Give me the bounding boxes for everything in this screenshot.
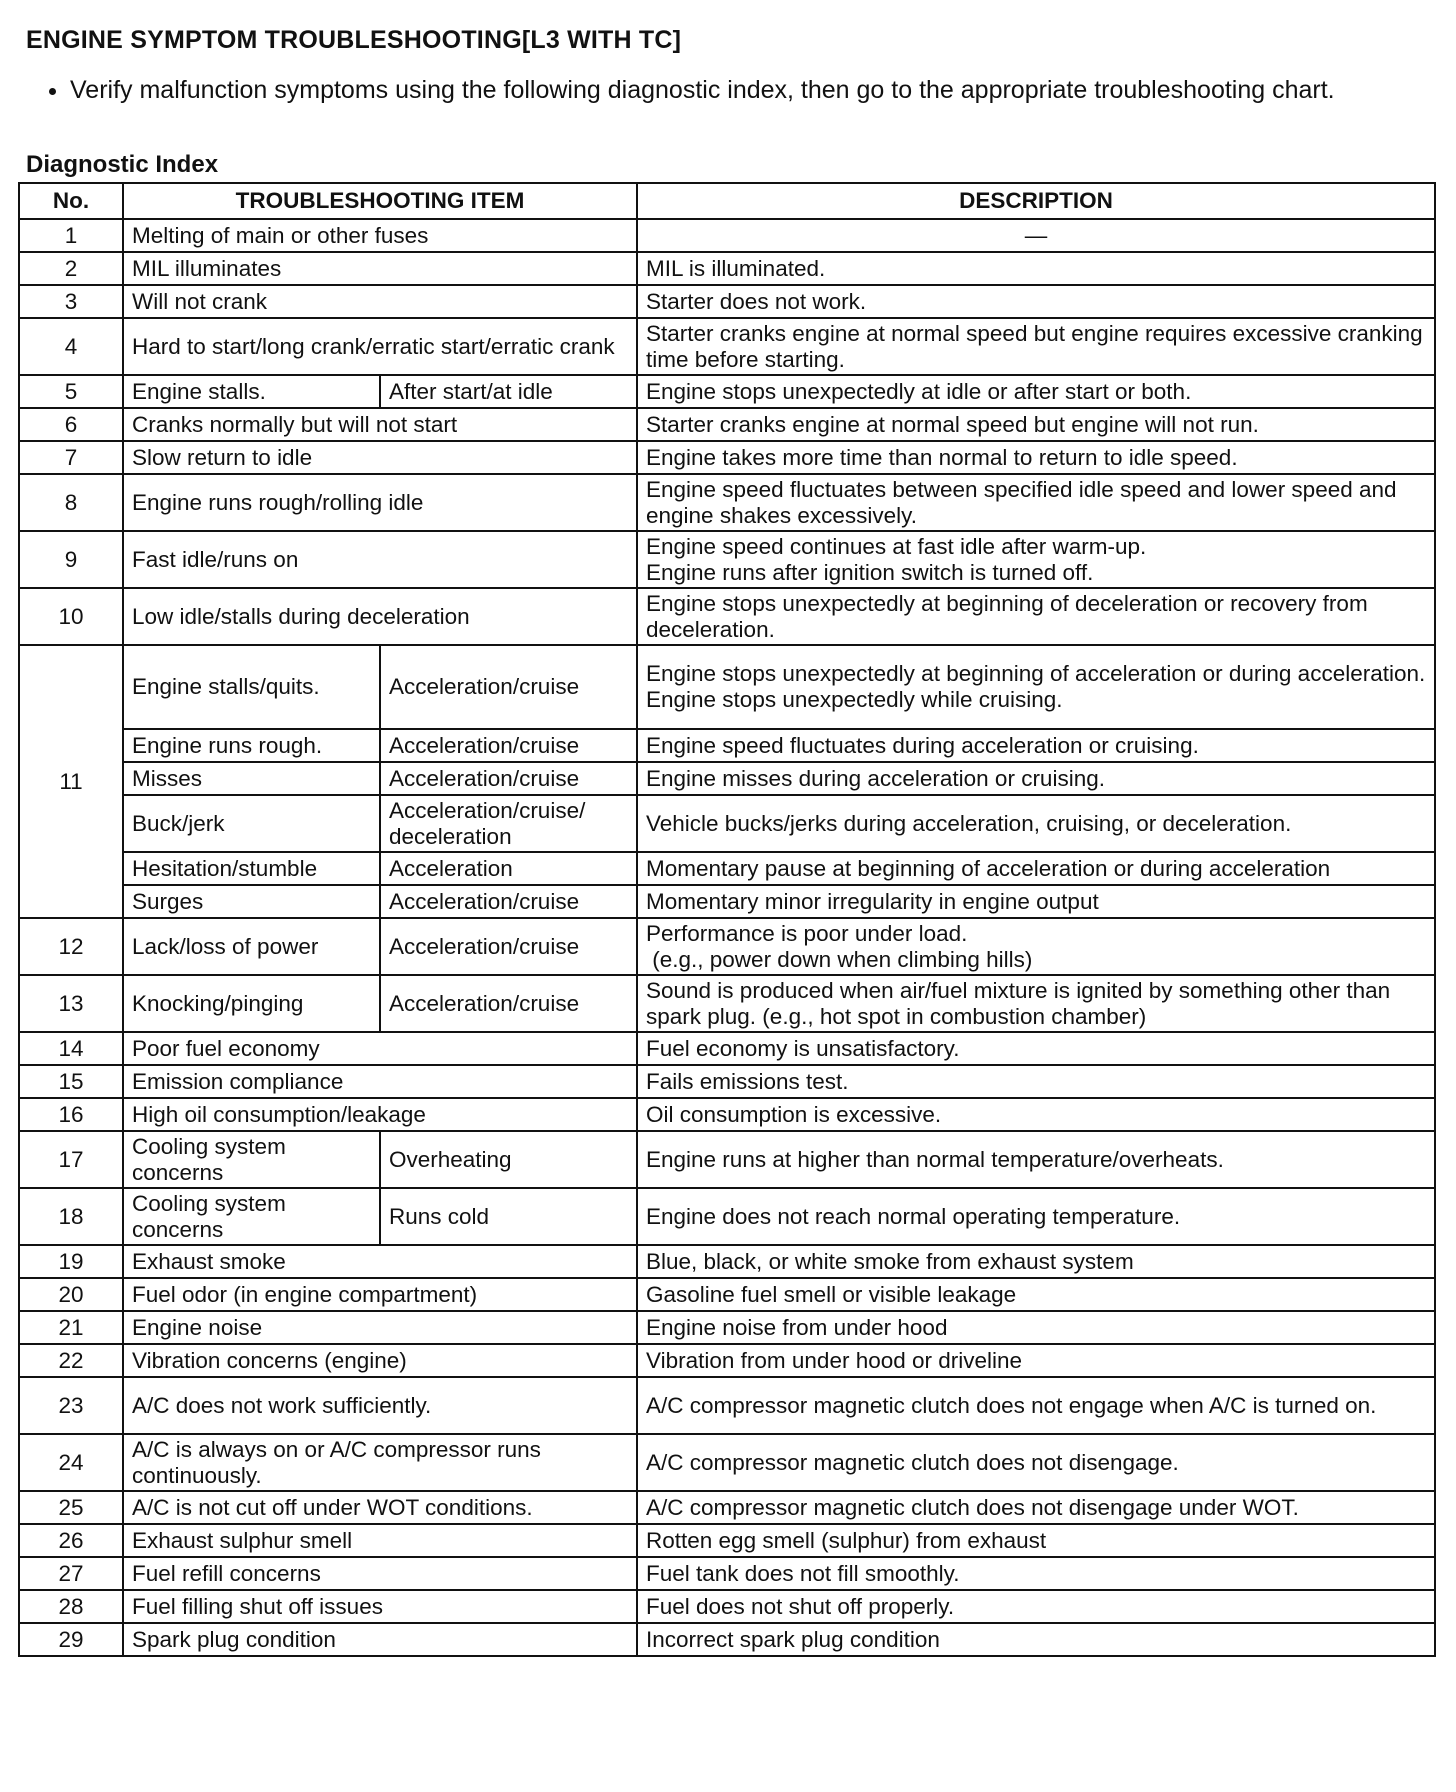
description-line: Engine runs after ignition switch is turned off. bbox=[646, 559, 1094, 585]
table-row bbox=[19, 1344, 1435, 1377]
table-row bbox=[19, 1524, 1435, 1557]
troubleshooting-item: Engine runs rough. bbox=[123, 729, 380, 762]
description: Engine noise from under hood bbox=[637, 1311, 1435, 1344]
troubleshooting-item: Engine runs rough/rolling idle bbox=[123, 474, 637, 531]
row-number: 28 bbox=[19, 1590, 123, 1623]
row-number: 26 bbox=[19, 1524, 123, 1557]
troubleshooting-item: A/C is always on or A/C compressor runs continuously. bbox=[123, 1434, 637, 1491]
row-number: 5 bbox=[19, 375, 123, 408]
description-line: (e.g., power down when climbing hills) bbox=[646, 946, 1033, 972]
troubleshooting-item: Hesitation/stumble bbox=[123, 852, 380, 885]
troubleshooting-item: Spark plug condition bbox=[123, 1623, 637, 1656]
table-row bbox=[19, 375, 1435, 408]
troubleshooting-item: Exhaust sulphur smell bbox=[123, 1524, 637, 1557]
troubleshooting-item: Fuel odor (in engine compartment) bbox=[123, 1278, 637, 1311]
description-line: Engine speed continues at fast idle after warm-up. bbox=[646, 533, 1147, 559]
table-row bbox=[19, 219, 1435, 252]
description-line: Engine stops unexpectedly while cruising. bbox=[646, 687, 1063, 712]
table-row bbox=[19, 1188, 1435, 1245]
description: MIL is illuminated. bbox=[637, 252, 1435, 285]
table-header-row bbox=[19, 183, 1435, 219]
table-row bbox=[19, 408, 1435, 441]
condition: Acceleration/cruise bbox=[380, 762, 637, 795]
section-title: Diagnostic Index bbox=[26, 151, 219, 178]
description: Engine misses during acceleration or cruising. bbox=[637, 762, 1435, 795]
description: Momentary minor irregularity in engine output bbox=[637, 885, 1435, 918]
description: Vehicle bucks/jerks during acceleration, cruising, or deceleration. bbox=[637, 795, 1435, 852]
description: Rotten egg smell (sulphur) from exhaust bbox=[637, 1524, 1435, 1557]
troubleshooting-item: Emission compliance bbox=[123, 1065, 637, 1098]
header-troubleshooting-item: TROUBLESHOOTING ITEM bbox=[123, 183, 637, 219]
troubleshooting-item: Hard to start/long crank/erratic start/erratic crank bbox=[123, 318, 637, 375]
table-row bbox=[19, 1623, 1435, 1656]
row-number: 8 bbox=[19, 474, 123, 531]
troubleshooting-item: A/C does not work sufficiently. bbox=[123, 1377, 637, 1434]
row-number: 17 bbox=[19, 1131, 123, 1188]
header-no: No. bbox=[19, 183, 123, 219]
intro-list bbox=[40, 76, 1420, 104]
row-number: 13 bbox=[19, 975, 123, 1032]
troubleshooting-item: A/C is not cut off under WOT conditions. bbox=[123, 1491, 637, 1524]
description: Momentary pause at beginning of acceleration or during acceleration bbox=[637, 852, 1435, 885]
row-number: 23 bbox=[19, 1377, 123, 1434]
troubleshooting-item: Slow return to idle bbox=[123, 441, 637, 474]
description: Vibration from under hood or driveline bbox=[637, 1344, 1435, 1377]
table-row bbox=[19, 531, 1435, 588]
table-row bbox=[19, 474, 1435, 531]
description: Fails emissions test. bbox=[637, 1065, 1435, 1098]
description: Engine speed fluctuates between specified idle speed and lower speed and engine shakes excessively. bbox=[637, 474, 1435, 531]
description: A/C compressor magnetic clutch does not engage when A/C is turned on. bbox=[637, 1377, 1435, 1434]
row-number: 20 bbox=[19, 1278, 123, 1311]
condition: Acceleration/cruise bbox=[380, 729, 637, 762]
table-row bbox=[19, 918, 1435, 975]
troubleshooting-item: Misses bbox=[123, 762, 380, 795]
row-number: 7 bbox=[19, 441, 123, 474]
row-number: 29 bbox=[19, 1623, 123, 1656]
troubleshooting-item: Fuel refill concerns bbox=[123, 1557, 637, 1590]
description: Engine runs at higher than normal temperature/overheats. bbox=[637, 1131, 1435, 1188]
table-row bbox=[19, 645, 1435, 729]
description: Engine stops unexpectedly at beginning of deceleration or recovery from deceleration. bbox=[637, 588, 1435, 645]
troubleshooting-item: Engine noise bbox=[123, 1311, 637, 1344]
table-row bbox=[19, 588, 1435, 645]
condition: Runs cold bbox=[380, 1188, 637, 1245]
row-number: 27 bbox=[19, 1557, 123, 1590]
troubleshooting-item: Exhaust smoke bbox=[123, 1245, 637, 1278]
troubleshooting-item: MIL illuminates bbox=[123, 252, 637, 285]
table-row bbox=[19, 441, 1435, 474]
row-number: 21 bbox=[19, 1311, 123, 1344]
page-title: ENGINE SYMPTOM TROUBLESHOOTING[L3 WITH TC] bbox=[26, 26, 682, 54]
row-number: 22 bbox=[19, 1344, 123, 1377]
table-row bbox=[19, 1278, 1435, 1311]
table-row bbox=[19, 762, 1435, 795]
row-number: 10 bbox=[19, 588, 123, 645]
description bbox=[637, 918, 1435, 975]
troubleshooting-item: Fuel filling shut off issues bbox=[123, 1590, 637, 1623]
troubleshooting-item: Fast idle/runs on bbox=[123, 531, 637, 588]
table-row bbox=[19, 1377, 1435, 1434]
description: Fuel tank does not fill smoothly. bbox=[637, 1557, 1435, 1590]
description: Gasoline fuel smell or visible leakage bbox=[637, 1278, 1435, 1311]
troubleshooting-item: Buck/jerk bbox=[123, 795, 380, 852]
troubleshooting-item: Vibration concerns (engine) bbox=[123, 1344, 637, 1377]
table-row bbox=[19, 1434, 1435, 1491]
row-number: 6 bbox=[19, 408, 123, 441]
table-row bbox=[19, 852, 1435, 885]
description: Engine does not reach normal operating temperature. bbox=[637, 1188, 1435, 1245]
description: Oil consumption is excessive. bbox=[637, 1098, 1435, 1131]
troubleshooting-item: Melting of main or other fuses bbox=[123, 219, 637, 252]
description bbox=[637, 531, 1435, 588]
description bbox=[637, 645, 1435, 729]
description: Starter cranks engine at normal speed but engine requires excessive cranking time before starting. bbox=[637, 318, 1435, 375]
row-number: 4 bbox=[19, 318, 123, 375]
row-number: 19 bbox=[19, 1245, 123, 1278]
condition: Acceleration/cruise bbox=[380, 975, 637, 1032]
condition: After start/at idle bbox=[380, 375, 637, 408]
description: Sound is produced when air/fuel mixture is ignited by something other than spark plug. (e.g., hot spot in combustion chamber) bbox=[637, 975, 1435, 1032]
row-number: 11 bbox=[19, 645, 123, 918]
table-row bbox=[19, 1590, 1435, 1623]
row-number: 9 bbox=[19, 531, 123, 588]
intro-text bbox=[40, 76, 1420, 104]
description: Engine takes more time than normal to return to idle speed. bbox=[637, 441, 1435, 474]
description: A/C compressor magnetic clutch does not disengage. bbox=[637, 1434, 1435, 1491]
description: — bbox=[637, 219, 1435, 252]
header-description: DESCRIPTION bbox=[637, 183, 1435, 219]
intro-bullet: • Verify malfunction symptoms using the following diagnostic index, then go to the appropriate troubleshooting chart. bbox=[70, 76, 1420, 104]
description: Starter cranks engine at normal speed but engine will not run. bbox=[637, 408, 1435, 441]
condition: Acceleration/cruise/ deceleration bbox=[380, 795, 637, 852]
troubleshooting-item: Lack/loss of power bbox=[123, 918, 380, 975]
troubleshooting-item: Knocking/pinging bbox=[123, 975, 380, 1032]
row-number: 1 bbox=[19, 219, 123, 252]
description: Engine stops unexpectedly at idle or after start or both. bbox=[637, 375, 1435, 408]
description: Engine speed fluctuates during acceleration or cruising. bbox=[637, 729, 1435, 762]
row-number: 12 bbox=[19, 918, 123, 975]
description: Incorrect spark plug condition bbox=[637, 1623, 1435, 1656]
table-row bbox=[19, 318, 1435, 375]
row-number: 2 bbox=[19, 252, 123, 285]
row-number: 14 bbox=[19, 1032, 123, 1065]
description: A/C compressor magnetic clutch does not disengage under WOT. bbox=[637, 1491, 1435, 1524]
table-row bbox=[19, 1098, 1435, 1131]
row-number: 25 bbox=[19, 1491, 123, 1524]
table-row bbox=[19, 1032, 1435, 1065]
row-number: 3 bbox=[19, 285, 123, 318]
troubleshooting-item: Poor fuel economy bbox=[123, 1032, 637, 1065]
table-row bbox=[19, 975, 1435, 1032]
troubleshooting-item: Cranks normally but will not start bbox=[123, 408, 637, 441]
row-number: 15 bbox=[19, 1065, 123, 1098]
description: Fuel does not shut off properly. bbox=[637, 1590, 1435, 1623]
condition: Acceleration/cruise bbox=[380, 918, 637, 975]
description: Blue, black, or white smoke from exhaust system bbox=[637, 1245, 1435, 1278]
table-row bbox=[19, 729, 1435, 762]
condition: Acceleration/cruise bbox=[380, 645, 637, 729]
row-number: 18 bbox=[19, 1188, 123, 1245]
table-row bbox=[19, 1131, 1435, 1188]
table-row bbox=[19, 795, 1435, 852]
troubleshooting-item: Surges bbox=[123, 885, 380, 918]
table-row bbox=[19, 885, 1435, 918]
diagnostic-index-table bbox=[18, 182, 1436, 1657]
row-number: 24 bbox=[19, 1434, 123, 1491]
troubleshooting-item: Engine stalls. bbox=[123, 375, 380, 408]
troubleshooting-item: Engine stalls/quits. bbox=[123, 645, 380, 729]
table-row bbox=[19, 1245, 1435, 1278]
troubleshooting-item: Cooling system concerns bbox=[123, 1188, 380, 1245]
condition: Overheating bbox=[380, 1131, 637, 1188]
description-line: Engine stops unexpectedly at beginning of acceleration or during acceleration. bbox=[646, 661, 1426, 686]
row-number: 16 bbox=[19, 1098, 123, 1131]
table-row bbox=[19, 285, 1435, 318]
description-line: Performance is poor under load. bbox=[646, 920, 968, 946]
table-row bbox=[19, 1491, 1435, 1524]
troubleshooting-item: Low idle/stalls during deceleration bbox=[123, 588, 637, 645]
condition: Acceleration bbox=[380, 852, 637, 885]
troubleshooting-item: Cooling system concerns bbox=[123, 1131, 380, 1188]
troubleshooting-item: High oil consumption/leakage bbox=[123, 1098, 637, 1131]
table-row bbox=[19, 1065, 1435, 1098]
troubleshooting-item: Will not crank bbox=[123, 285, 637, 318]
description: Fuel economy is unsatisfactory. bbox=[637, 1032, 1435, 1065]
table-row bbox=[19, 1311, 1435, 1344]
table-row bbox=[19, 252, 1435, 285]
table-row bbox=[19, 1557, 1435, 1590]
description: Starter does not work. bbox=[637, 285, 1435, 318]
condition: Acceleration/cruise bbox=[380, 885, 637, 918]
